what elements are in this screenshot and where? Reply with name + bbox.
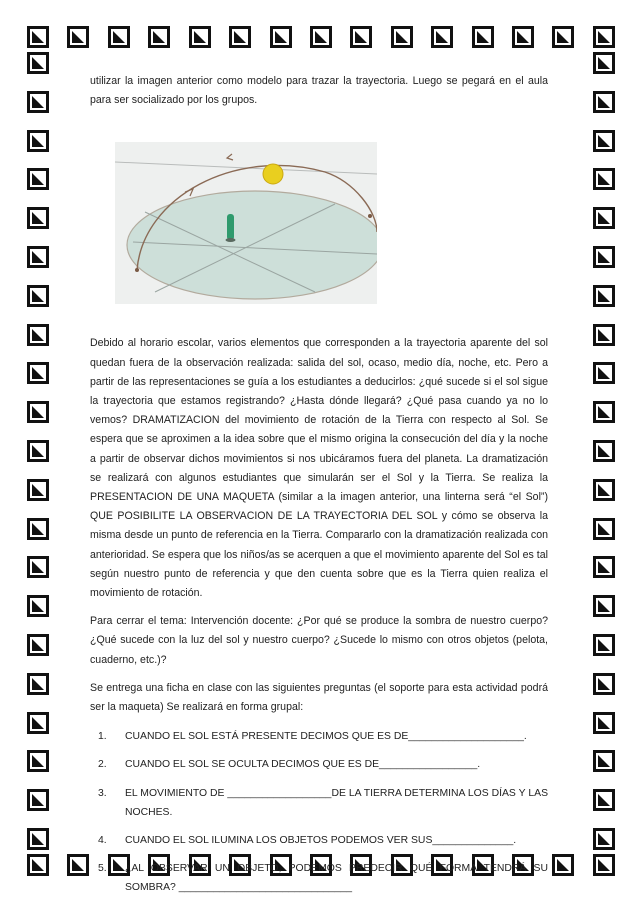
corner-triangle-tile-icon [593,26,615,48]
question-text: CUANDO EL SOL ESTÁ PRESENTE DECIMOS QUE ES DE____________________. [125,731,527,743]
corner-triangle-tile-icon [593,712,615,734]
corner-triangle-tile-icon [27,440,49,462]
corner-triangle-tile-icon [593,91,615,113]
corner-triangle-tile-icon [27,712,49,734]
corner-triangle-tile-icon [472,26,494,48]
corner-triangle-tile-icon [67,854,89,876]
question-number: 5. [98,863,107,875]
corner-triangle-tile-icon [27,479,49,501]
corner-triangle-tile-icon [27,854,49,876]
list-item [90,755,548,774]
corner-triangle-tile-icon [27,168,49,190]
corner-triangle-tile-icon [27,246,49,268]
closing-paragraph: Para cerrar el tema: Intervención docente: ¿Por qué se produce la sombra de nuestro cuerpo? ¿Qué sucede con la luz del sol y nuestro cuerpo? ¿Sucede lo mismo con otros objetos (pelota, cuaderno, etc.)? [90,615,548,666]
corner-triangle-tile-icon [27,130,49,152]
corner-triangle-tile-icon [67,26,89,48]
corner-triangle-tile-icon [593,595,615,617]
corner-triangle-tile-icon [593,130,615,152]
corner-triangle-tile-icon [27,324,49,346]
corner-triangle-tile-icon [552,854,574,876]
question-number: 4. [98,835,107,847]
corner-triangle-tile-icon [593,440,615,462]
question-text: CUANDO EL SOL ILUMINA LOS OBJETOS PODEMOS VER SUS______________. [125,835,517,847]
corner-triangle-tile-icon [593,518,615,540]
worksheet-paragraph: Se entrega una ficha en clase con las siguientes preguntas (el soporte para esta actividad podrá ser la maqueta) Se realizará en forma grupal: [90,681,548,714]
corner-triangle-tile-icon [229,26,251,48]
corner-triangle-tile-icon [27,91,49,113]
list-item [90,784,548,822]
corner-triangle-tile-icon [391,26,413,48]
corner-triangle-tile-icon [27,285,49,307]
corner-triangle-tile-icon [108,26,130,48]
main-paragraph: Debido al horario escolar, varios elementos que corresponden a la trayectoria aparente del sol quedan fuera de la observación realizada: salida del sol, ocaso, medio día, noche, etc. Pero a partir de las representaciones se guía a los estudiantes a deducirlos: ¿qué sucede si el sol sigue la trayectoria que estamos registrando? ¿Hasta dónde llegará? ¿Qué pasa cuando ya no lo vemos? DRAMATIZACION del movimiento de rotación de la Tierra con respecto al Sol. Se espera que se aproximen a la idea sobre que el mismo origina la consecución del día y la noche a partir de observar dichos movimientos si nos ubicáramos fuera del planeta. La dramatización se realizará con algunos estudiantes que simularán ser el Sol y la Tierra. Se realiza la PRESENTACION DE UNA MAQUETA (similar a la imagen anterior, una linterna será “el Sol”) QUE POSIBILITE LA OBSERVACION DE LA TRAYECTORIA DEL SOL y cómo se observa la misma desde un punto de referencia en la Tierra. Compararlo con la dramatización realizada con anterioridad. Se espera que los niños/as se acerquen a que el movimiento aparente del Sol es tal según nuestro punto de referencia y que den cuenta sobre que es la Tierra quien realiza el movimiento de rotación. [90,337,548,600]
corner-triangle-tile-icon [593,556,615,578]
corner-triangle-tile-icon [593,401,615,423]
corner-triangle-tile-icon [593,285,615,307]
corner-triangle-tile-icon [593,854,615,876]
corner-triangle-tile-icon [27,518,49,540]
corner-triangle-tile-icon [310,26,332,48]
corner-triangle-tile-icon [27,634,49,656]
corner-triangle-tile-icon [27,401,49,423]
corner-triangle-tile-icon [512,26,534,48]
list-item [90,727,548,746]
corner-triangle-tile-icon [593,324,615,346]
border-left [27,52,49,850]
intro-paragraph: utilizar la imagen anterior como modelo para trazar la trayectoria. Luego se pegará en el aula para ser socializado por los grupos. [90,75,548,107]
corner-triangle-tile-icon [350,26,372,48]
sun-path-model-photo [115,142,377,304]
question-text: ¿AL OBSERVAR UN OBJETO, PODEMOS PREDECIR QUÉ FORMA TENDRÁ SU SOMBRA? ______________________________ [125,863,548,894]
corner-triangle-tile-icon [552,26,574,48]
corner-triangle-tile-icon [593,634,615,656]
corner-triangle-tile-icon [593,750,615,772]
question-number: 3. [98,787,107,799]
corner-triangle-tile-icon [593,479,615,501]
corner-triangle-tile-icon [27,750,49,772]
corner-triangle-tile-icon [27,828,49,850]
corner-triangle-tile-icon [593,828,615,850]
sun-path-model-illustration [115,142,377,304]
question-number: 1. [98,731,107,743]
corner-triangle-tile-icon [593,673,615,695]
corner-triangle-tile-icon [431,26,453,48]
question-number: 2. [98,759,107,771]
question-text: CUANDO EL SOL SE OCULTA DECIMOS QUE ES DE_________________. [125,759,481,771]
corner-triangle-tile-icon [593,246,615,268]
border-right [593,52,615,850]
border-top [27,26,615,48]
question-list [90,727,548,897]
corner-triangle-tile-icon [593,168,615,190]
corner-triangle-tile-icon [27,362,49,384]
corner-triangle-tile-icon [27,556,49,578]
document-body [90,72,548,907]
corner-triangle-tile-icon [27,207,49,229]
corner-triangle-tile-icon [593,789,615,811]
list-item [90,831,548,850]
corner-triangle-tile-icon [27,52,49,74]
corner-triangle-tile-icon [27,673,49,695]
corner-triangle-tile-icon [148,26,170,48]
question-text: EL MOVIMIENTO DE __________________DE LA TIERRA DETERMINA LOS DÍAS Y LAS NOCHES. [125,787,548,818]
corner-triangle-tile-icon [593,207,615,229]
corner-triangle-tile-icon [27,789,49,811]
corner-triangle-tile-icon [27,26,49,48]
corner-triangle-tile-icon [189,26,211,48]
corner-triangle-tile-icon [27,595,49,617]
corner-triangle-tile-icon [593,52,615,74]
corner-triangle-tile-icon [593,362,615,384]
list-item [90,859,548,897]
corner-triangle-tile-icon [270,26,292,48]
